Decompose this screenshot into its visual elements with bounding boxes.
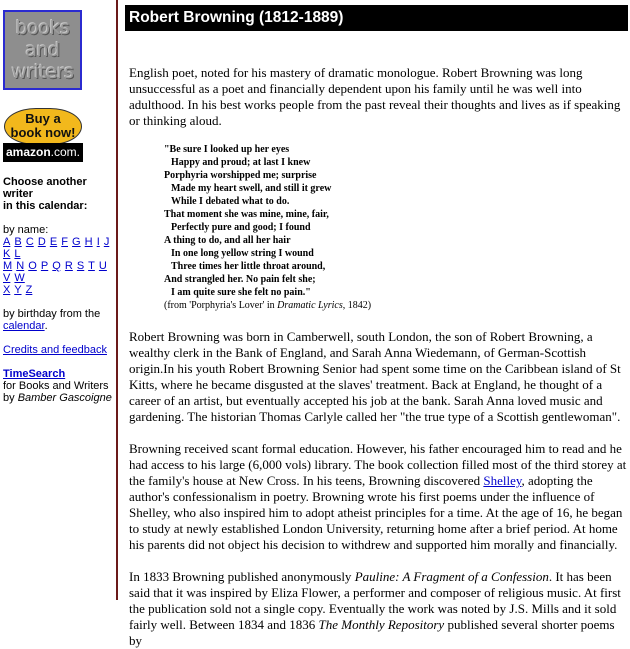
credits-section [3, 344, 114, 356]
intro-paragraph: English poet, noted for his mastery of dramatic monologue. Robert Browning was long unsuccessful as a poet and financially dependent upon his family until he was well into adulthood. In his best works people from the past reveal their thoughts and lives as if speaking or thinking aloud. [129, 65, 621, 128]
vertical-divider [116, 0, 118, 600]
paragraph-pauline [129, 569, 628, 649]
poem-line: While I debated what to do. [171, 196, 290, 207]
by-name-label: by name: [3, 224, 49, 236]
letter-link-s[interactable]: S [76, 260, 85, 272]
amazon-line-2: book now! [10, 125, 76, 140]
logo-line-1: books [15, 17, 70, 39]
paragraph-education [129, 441, 628, 553]
letter-link-w[interactable]: W [14, 272, 25, 284]
timesearch-section [3, 368, 114, 404]
poem-line: Perfectly pure and good; I found [171, 222, 311, 233]
letter-link-x[interactable]: X [3, 284, 11, 296]
main-content [125, 5, 628, 649]
amazon-line-1: Buy a [25, 111, 61, 126]
choose-writer-heading [3, 176, 114, 212]
letter-link-i[interactable]: I [96, 236, 100, 248]
paragraph-pauline-a: In 1833 Browning published anonymously [129, 569, 355, 584]
timesearch-link[interactable]: TimeSearch [3, 368, 66, 380]
choose-heading-line-1: Choose another writer [3, 176, 87, 200]
monthly-repository-title: The Monthly Repository [318, 617, 445, 632]
letter-link-y[interactable]: Y [14, 284, 22, 296]
letter-link-v[interactable]: V [3, 272, 11, 284]
letter-link-t[interactable]: T [88, 260, 95, 272]
timesearch-author: Bamber Gascoigne [17, 392, 112, 404]
logo-line-2: and [25, 39, 60, 61]
letter-link-g[interactable]: G [72, 236, 81, 248]
amazon-badge [4, 108, 82, 145]
credits-link[interactable]: Credits and feedback [3, 344, 107, 356]
by-name-section [3, 224, 114, 296]
letter-link-o[interactable]: O [28, 260, 37, 272]
calendar-link[interactable]: calendar [3, 320, 45, 332]
shelley-link[interactable]: Shelley [483, 473, 522, 488]
poem-source [164, 299, 628, 312]
paragraph-birth: Robert Browning was born in Camberwell, south London, the son of Robert Browning, a wealthy clerk in the Bank of England, and Sarah Anna Wiedemann, of German-Scottish origin.In his youth Robert Browning Senior had spent some time on the Caribbean island of St Kitts, where he became disgusted at the slaves' treatment. Back at England, he thought of a career of an artist, but eventually accepted his job at the bank. Sarah Anna loved music and gardening. The historian Thomas Carlyle called her "the true type of a Scottish gentlewoman". [129, 329, 621, 424]
choose-heading-line-2: in this calendar: [3, 200, 88, 212]
letter-link-d[interactable]: D [37, 236, 46, 248]
poem-line: Three times her little throat around, [171, 261, 326, 272]
poem-quote [164, 143, 628, 299]
letter-link-z[interactable]: Z [25, 284, 33, 296]
alphabet-index [3, 236, 114, 296]
letter-link-f[interactable]: F [61, 236, 68, 248]
amazon-brand: amazon [5, 145, 51, 159]
letter-link-h[interactable]: H [84, 236, 93, 248]
by-birthday-section [3, 308, 114, 332]
by-birthday-text: by birthday from the [3, 308, 101, 320]
paragraph-education-a: Browning received scant formal education. However, his father encouraged him to read and he had access to his large (6,000 vols) library. The book collection filled most of the third storey at the family's house at New Cross. In his teens, Browning discovered [129, 441, 627, 488]
logo-line-3: writers [11, 61, 74, 83]
poem-source-prefix: (from 'Porphyria's Lover' in [164, 300, 278, 311]
letter-link-m[interactable]: M [3, 260, 13, 272]
paragraph-education-b: , adopting the author's confessionalism in poetry. Browning wrote his first poems under the influence of Shelley, who also inspired him to adopt atheist principles for a time. At the age of 16, he began to study at newly established London University, returning home after a brief period. At home his parents did not object his decision to withdrew and supported him morally and financially. [129, 473, 623, 552]
sidebar [0, 0, 114, 404]
poem-line: Happy and proud; at last I knew [171, 157, 311, 168]
article-body [125, 65, 628, 649]
timesearch-by: by [3, 392, 18, 404]
books-and-writers-logo[interactable] [3, 10, 82, 90]
poem-line: "Be sure I looked up her eyes [164, 144, 290, 155]
letter-link-j[interactable]: J [103, 236, 110, 248]
paragraph-pauline-c: published several shorter poems by [129, 617, 615, 648]
paragraph-pauline-b: . It has been said that it was inspired by Eliza Flower, a performer and composer of religious music. At first the publication sold not a single copy. Eventually the work was noted by J.S. Mills and it sold fairly well. Between 1834 and 1836 [129, 569, 621, 632]
poem-source-title: Dramatic Lyrics [277, 300, 343, 311]
letter-link-u[interactable]: U [98, 260, 107, 272]
poem-line: That moment she was mine, mine, fair, [164, 209, 329, 220]
amazon-buy-button[interactable] [3, 108, 83, 162]
poem-line: And strangled her. No pain felt she; [164, 274, 316, 285]
poem-line: I am quite sure she felt no pain." [171, 287, 311, 298]
letter-link-k[interactable]: K [3, 248, 11, 260]
poem-line: Porphyria worshipped me; surprise [164, 170, 317, 181]
calendar-suffix: . [44, 320, 48, 332]
letter-link-p[interactable]: P [40, 260, 49, 272]
pauline-title: Pauline: A Fragment of a Confession [354, 569, 549, 584]
page-title: Robert Browning (1812-1889) [125, 5, 628, 31]
letter-link-r[interactable]: R [64, 260, 73, 272]
poem-line: A thing to do, and all her hair [164, 235, 291, 246]
amazon-brand-suffix: .com. [50, 145, 81, 159]
letter-link-l[interactable]: L [14, 248, 21, 260]
amazon-logo [3, 143, 83, 162]
letter-link-b[interactable]: B [14, 236, 22, 248]
letter-link-c[interactable]: C [25, 236, 34, 248]
poem-line: In one long yellow string I wound [171, 248, 314, 259]
poem-source-suffix: , 1842) [342, 300, 372, 311]
poem-line: Made my heart swell, and still it grew [171, 183, 332, 194]
letter-link-e[interactable]: E [49, 236, 58, 248]
letter-link-a[interactable]: A [3, 236, 11, 248]
letter-link-q[interactable]: Q [52, 260, 61, 272]
timesearch-line-2: for Books and Writers [3, 380, 109, 392]
letter-link-n[interactable]: N [16, 260, 25, 272]
